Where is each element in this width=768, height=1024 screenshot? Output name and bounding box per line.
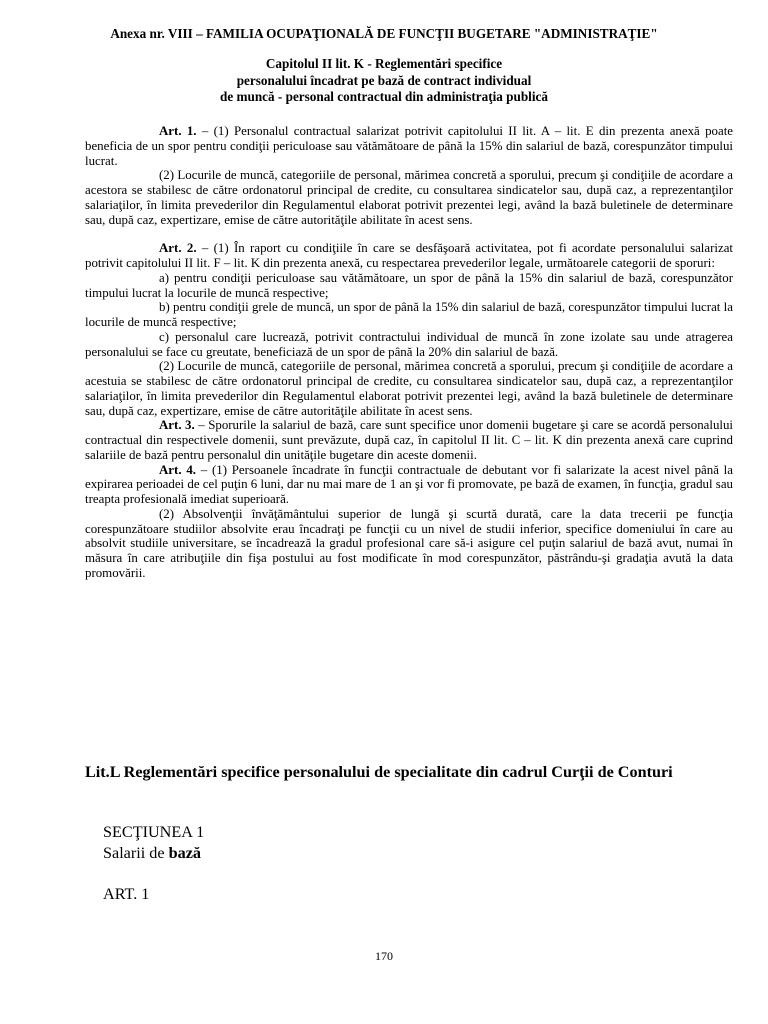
annex-header: Anexa nr. VIII – FAMILIA OCUPAŢIONALĂ DE FUNCŢII BUGETARE "ADMINISTRAŢIE" [110, 26, 658, 41]
section-subtitle [103, 843, 204, 864]
paragraph-text: (2) Absolvenţii învăţământului superior de lungă şi scurtă durată, care la data trecerii pe funcţia corespunzătoare studiilor absolvite erau încadraţi pe funcţii cu un nivel de studii inferior, specifice domeniului în care au absolvit studiile universitare, se încadrează la gradul profesional care să-i asigure cel puţin salariul de bază avut, numai în măsura în care atribuţiile din fişa postului au fost modificate în mod corespunzător, păstrându-şi gradaţia avută la data promovării. [85, 506, 733, 580]
chapter-title-line: de muncă - personal contractual din administraţia publică [220, 89, 548, 104]
paragraph [85, 507, 733, 581]
paragraph [85, 168, 733, 227]
paragraph-text: – Sporurile la salariul de bază, care sunt specifice unor domenii bugetare şi care se acordă personalului contractual din respectivele domenii, sunt prevăzute, după caz, în capitolul II lit. C – lit. K din prezenta anexă care cuprind salariile de bază pentru personalul din unităţile bugetare din aceste domenii. [85, 418, 734, 462]
paragraph-text: (2) Locurile de muncă, categoriile de personal, mărimea concretă a sporului, precum şi condiţiile de acordare a acestora se stabilesc de către ordonatorul principal de credite, cu consultarea sindicatelor sau, după caz, a reprezentanţilor salariaţilor, în limita prevederilor din Regulamentul elaborat potrivit prezentei legi, având la bază buletinele de determinare sau, după caz, expertizare, emise de către autorităţile abilitate în acest sens. [85, 168, 733, 227]
paragraph [85, 300, 733, 330]
document-body [85, 124, 733, 581]
section-heading [103, 822, 204, 864]
paragraph-text: (2) Locurile de muncă, categoriile de personal, mărimea concretă a sporului, precum şi condiţiile de acordare a acestuia se stabilesc de către ordonatorul principal de credite, cu consultarea sindicatelor sau, după caz, a reprezentanţilor salariaţilor, în limita prevederilor din Regulamentul elaborat potrivit prezentei legi, având la bază buletinele de determinare sau, după caz, expertizare, emise de către autorităţile abilitate în acest sens. [85, 359, 733, 418]
lit-l-heading: Lit.L Reglementări specifice personalului de specialitate din cadrul Curţii de Conturi [85, 763, 673, 781]
paragraph [85, 330, 733, 360]
chapter-title [0, 56, 768, 106]
paragraph-art-3 [85, 418, 733, 462]
section-title: SECŢIUNEA 1 [103, 823, 205, 841]
paragraph-art-2 [85, 241, 733, 271]
paragraph-text: – (1) Persoanele încadrate în funcţii contractuale de debutant vor fi salarizate la acest nivel până la expirarea perioadei de cel puţin 6 luni, dar nu mai mare de 1 an şi vor fi promovate, pe bază de examen, în funcţia, gradul sau treapta profesională imediat superioară. [85, 462, 733, 506]
section-subtitle-prefix: Salarii de [103, 844, 169, 862]
paragraph [85, 271, 733, 301]
article-label: Art. 2. [159, 241, 197, 256]
paragraph-text: c) personalul care lucrează, potrivit contractului individual de muncă în zone izolate sau unde atragerea personalului se face cu greutate, beneficiază de un spor de până la 20% din salariul de bază. [85, 329, 733, 359]
paragraph [85, 359, 733, 418]
page-number: 170 [375, 949, 393, 963]
art-1-heading: ART. 1 [103, 885, 150, 903]
chapter-title-line: Capitolul II lit. K - Reglementări specifice [265, 56, 503, 71]
chapter-title-line: personalului încadrat pe bază de contract individual [236, 72, 532, 88]
section-subtitle-bold: bază [168, 844, 202, 862]
article-label: Art. 1. [159, 124, 197, 138]
article-label: Art. 3. [159, 418, 195, 433]
paragraph-text: b) pentru condiţii grele de muncă, un spor de până la 15% din salariul de bază, corespunzător timpului lucrat la locurile de muncă respective; [85, 300, 733, 329]
paragraph-text: a) pentru condiţii periculoase sau vătămătoare, un spor de până la 15% din salariul de bază, corespunzător timpului lucrat la locurile de muncă respective; [85, 270, 733, 300]
paragraph-art-4 [85, 463, 733, 507]
article-label: Art. 4. [159, 462, 196, 477]
paragraph-text: – (1) Personalul contractual salarizat potrivit capitolului II lit. A – lit. E din prezenta anexă poate beneficia de un spor pentru condiţii periculoase sau vătămătoare de până la 15% din salariul de bază, corespunzător timpului lucrat. [85, 124, 733, 168]
paragraph-text: – (1) În raport cu condiţiile în care se desfăşoară activitatea, pot fi acordate personalului salarizat potrivit capitolului II lit. F – lit. K din prezenta anexă, cu respectarea prevederilor legale, următoarele categorii de sporuri: [85, 241, 734, 270]
paragraph-art-1 [85, 124, 733, 168]
